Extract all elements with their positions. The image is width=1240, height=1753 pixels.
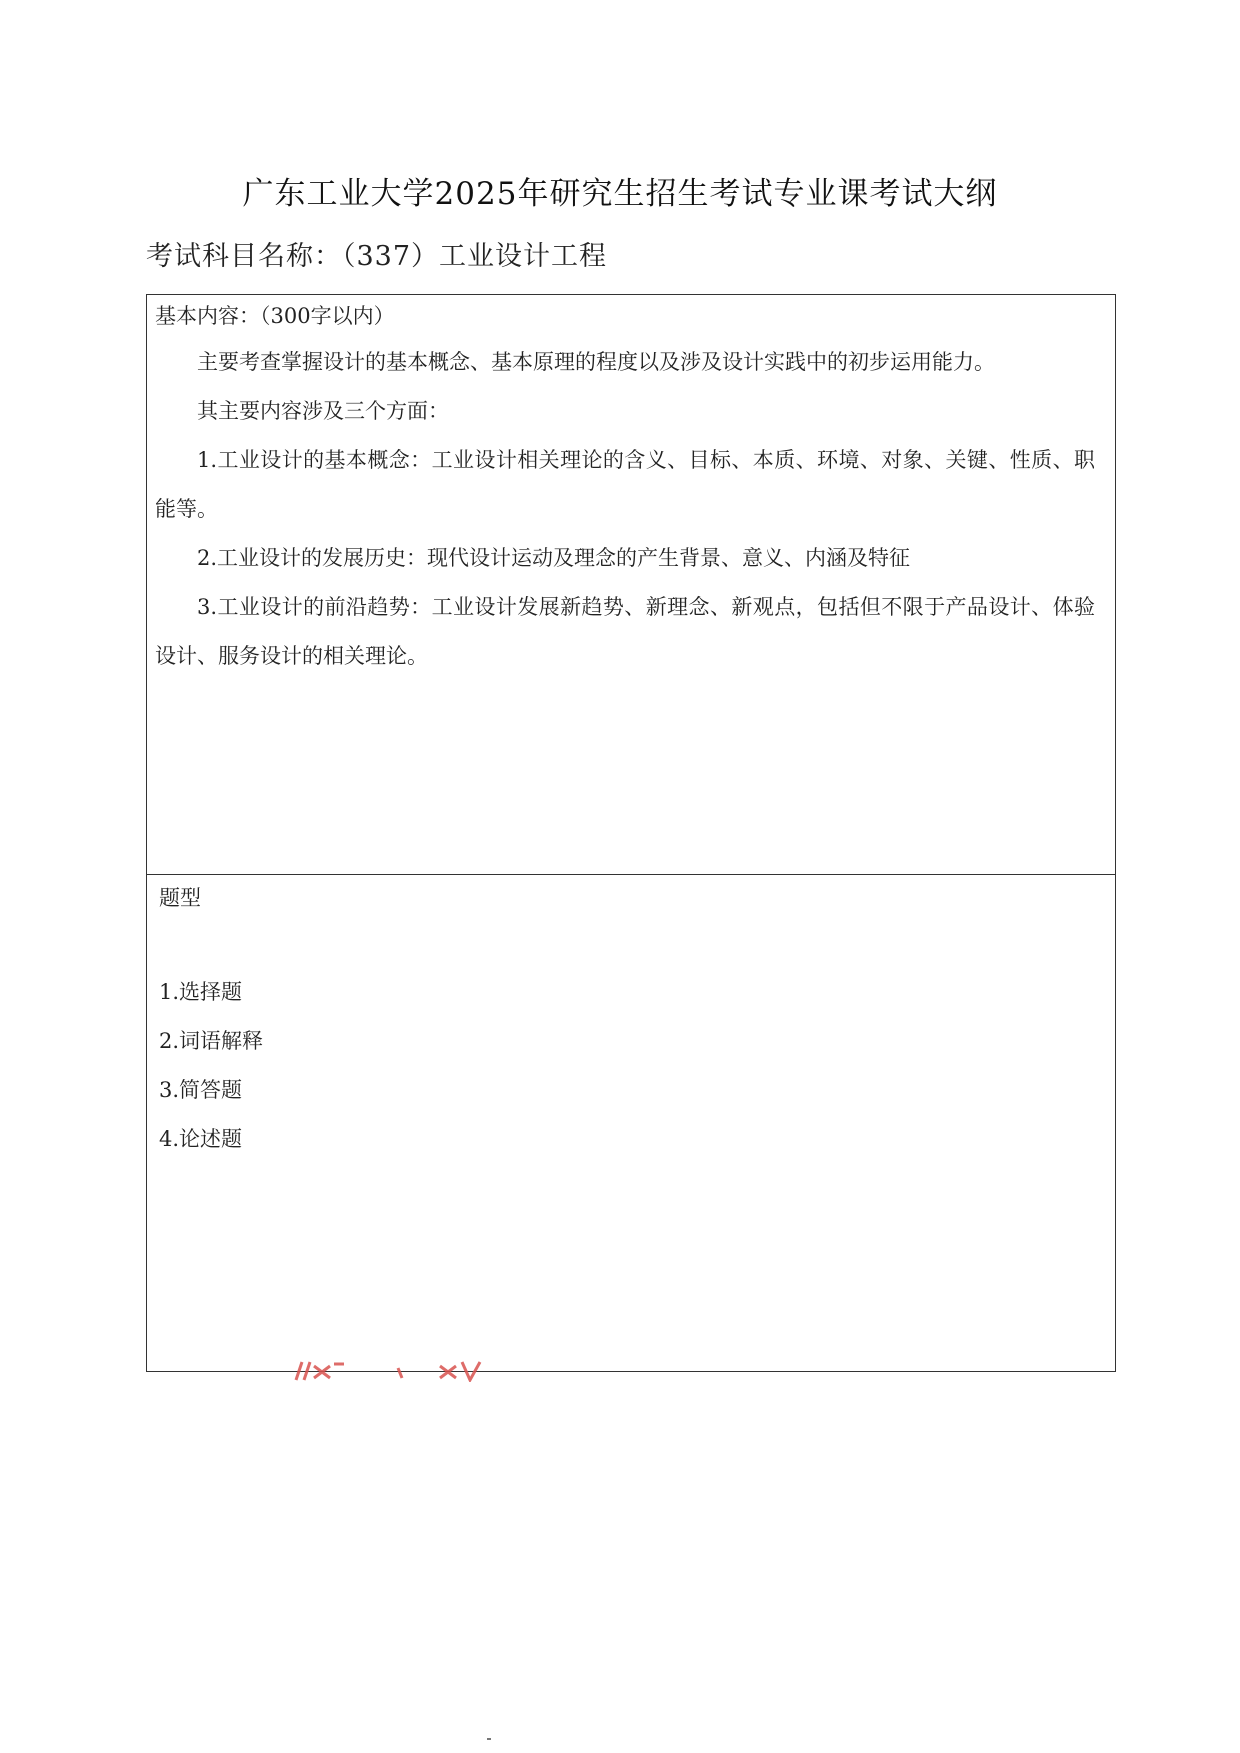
scan-dot: [487, 1738, 491, 1740]
document-title: 广东工业大学2025年研究生招生考试专业课考试大纲: [242, 176, 998, 212]
content-paragraph: 2.工业设计的发展历史：现代设计运动及理念的产生背景、意义、内涵及特征: [197, 546, 911, 570]
exam-subject-line: 考试科目名称：（337）工业设计工程: [146, 241, 608, 272]
stamp-fragment-icon: [290, 1358, 510, 1382]
content-paragraph: 1.工业设计的基本概念：工业设计相关理论的含义、目标、本质、环境、对象、关键、性质、职能等。: [155, 448, 1095, 521]
outline-table: [146, 294, 1116, 1372]
content-paragraph: 主要考查掌握设计的基本概念、基本原理的程度以及涉及设计实践中的初步运用能力。: [197, 350, 995, 374]
content-paragraph: 3.工业设计的前沿趋势：工业设计发展新趋势、新理念、新观点，包括但不限于产品设计、体验设计、服务设计的相关理论。: [155, 595, 1095, 668]
basic-content-heading: 基本内容：（300字以内）: [155, 304, 395, 328]
question-type-item: 2.词语解释: [159, 1029, 264, 1053]
question-types-list: [159, 968, 1095, 1164]
content-paragraph: 其主要内容涉及三个方面：: [197, 399, 449, 423]
question-types-heading: 题型: [159, 886, 201, 910]
question-types-section: [147, 875, 1115, 1372]
basic-content-section: [147, 295, 1115, 875]
question-type-item: 3.简答题: [159, 1078, 243, 1102]
question-type-item: 4.论述题: [159, 1127, 243, 1151]
question-type-item: 1.选择题: [159, 980, 243, 1004]
